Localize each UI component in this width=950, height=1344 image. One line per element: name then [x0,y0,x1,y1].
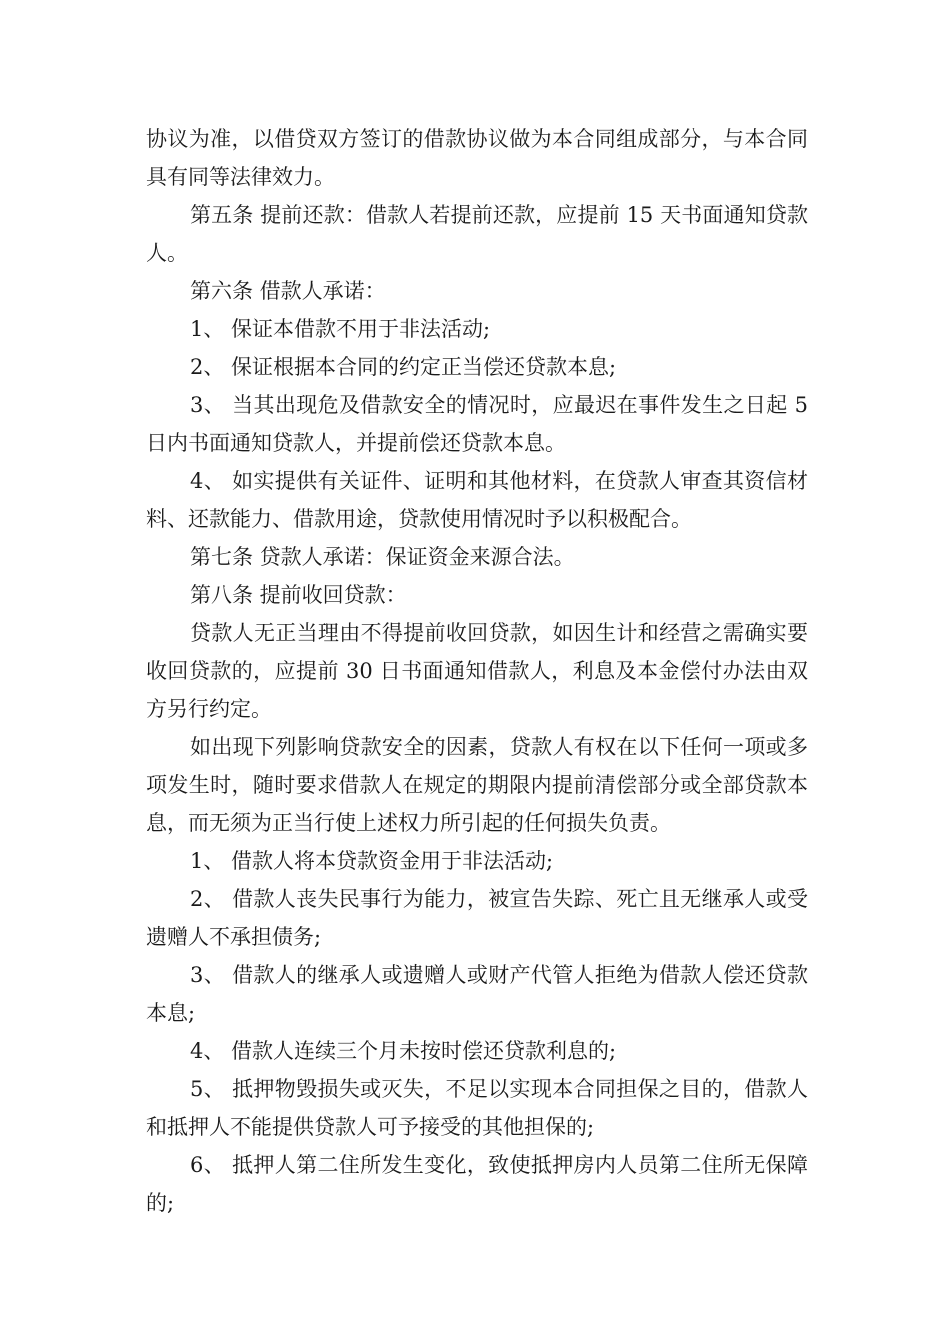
list-item: 4、 借款人连续三个月未按时偿还贷款利息的; [190,1039,617,1063]
list-item: 6、 抵押人第二住所发生变化，致使抵押房内人员第二住所无保障的; [146,1153,808,1215]
paragraph: 协议为准，以借贷双方签订的借款协议做为本合同组成部分，与本合同具有同等法律效力。 [146,127,808,189]
list-item: 2、 借款人丧失民事行为能力，被宣告失踪、死亡且无继承人或受遗赠人不承担债务; [146,887,808,949]
list-item: 1、 借款人将本贷款资金用于非法活动; [190,849,554,873]
clause-5-early-repayment: 第五条 提前还款：借款人若提前还款，应提前 15 天书面通知贷款人。 [146,203,808,265]
list-item: 5、 抵押物毁损失或灭失，不足以实现本合同担保之目的，借款人和抵押人不能提供贷款人可予接受的其他担保的; [146,1077,808,1139]
clause-7: 第七条 贷款人承诺：保证资金来源合法。 [190,545,575,569]
paragraph: 如出现下列影响贷款安全的因素，贷款人有权在以下任何一项或多项发生时，随时要求借款人在规定的期限内提前清偿部分或全部贷款本息，而无须为正当行使上述权力所引起的任何损失负责。 [146,735,808,835]
list-item: 4、 如实提供有关证件、证明和其他材料，在贷款人审查其资信材料、还款能力、借款用途，贷款使用情况时予以积极配合。 [146,469,808,531]
list-item: 3、 借款人的继承人或遗赠人或财产代管人拒绝为借款人偿还贷款本息; [146,963,808,1025]
paragraph: 贷款人无正当理由不得提前收回贷款，如因生计和经营之需确实要收回贷款的，应提前 30 日书面通知借款人，利息及本金偿付办法由双方另行约定。 [146,621,808,721]
clause-8-heading: 第八条 提前收回贷款： [190,583,407,607]
list-item: 1、 保证本借款不用于非法活动; [190,317,491,341]
list-item: 2、 保证根据本合同的约定正当偿还贷款本息; [190,355,617,379]
clause-6-heading: 第六条 借款人承诺： [190,279,386,303]
list-item: 3、 当其出现危及借款安全的情况时，应最迟在事件发生之日起 5 日内书面通知贷款人，并提前偿还贷款本息。 [146,393,808,455]
document-page [146,120,808,1222]
